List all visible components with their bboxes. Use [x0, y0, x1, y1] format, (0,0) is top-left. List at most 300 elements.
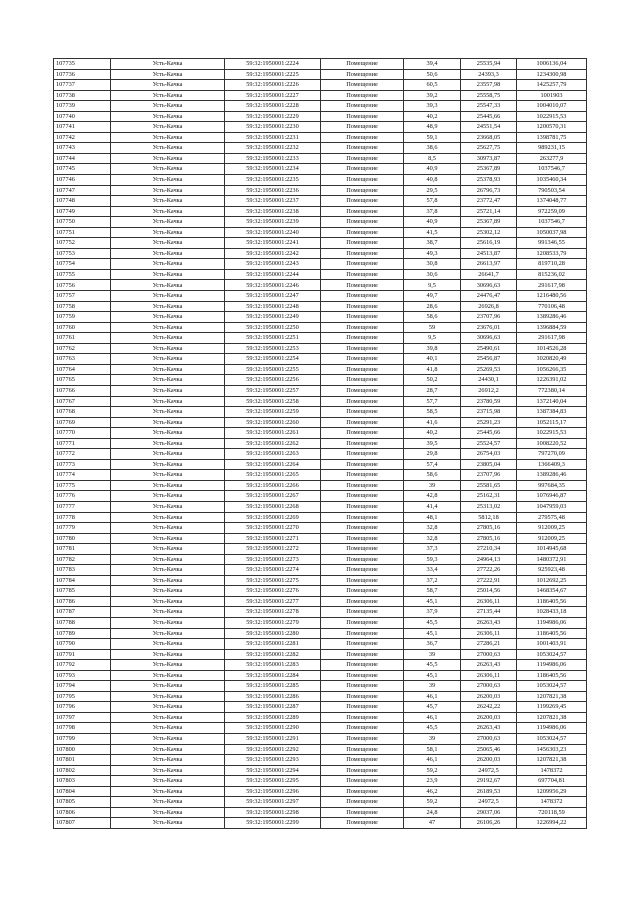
area-cell: 39,2 [404, 90, 461, 101]
table-row [54, 765, 587, 776]
locality-cell: Усть-Качка [111, 565, 225, 576]
table-row [54, 449, 587, 460]
object-type-cell: Помещение [321, 227, 404, 238]
table-row [54, 90, 587, 101]
cadastral-value-cell: 1053024,57 [517, 681, 587, 692]
specific-value-cell: 25524,57 [461, 438, 517, 449]
table-row [54, 544, 587, 555]
cadastral-value-cell: 291617,98 [517, 280, 587, 291]
area-cell: 9,5 [404, 280, 461, 291]
area-cell: 49,7 [404, 291, 461, 302]
object-type-cell: Помещение [321, 59, 404, 70]
specific-value-cell: 25313,02 [461, 501, 517, 512]
locality-cell: Усть-Качка [111, 153, 225, 164]
area-cell: 45,1 [404, 596, 461, 607]
record-number-cell: 107802 [54, 765, 111, 776]
cadastral-value-cell: 1478372 [517, 797, 587, 808]
object-type-cell: Помещение [321, 396, 404, 407]
specific-value-cell: 27805,16 [461, 523, 517, 534]
record-number-cell: 107739 [54, 101, 111, 112]
specific-value-cell: 27222,91 [461, 575, 517, 586]
record-number-cell: 107785 [54, 586, 111, 597]
cadastral-number-cell: 59:32:1950001:2262 [225, 438, 321, 449]
object-type-cell: Помещение [321, 196, 404, 207]
table-row [54, 565, 587, 576]
locality-cell: Усть-Качка [111, 69, 225, 80]
specific-value-cell: 25367,89 [461, 164, 517, 175]
specific-value-cell: 24513,87 [461, 248, 517, 259]
table-row [54, 164, 587, 175]
record-number-cell: 107757 [54, 291, 111, 302]
specific-value-cell: 26263,43 [461, 617, 517, 628]
area-cell: 41,8 [404, 364, 461, 375]
cadastral-value-cell: 1456303,23 [517, 744, 587, 755]
object-type-cell: Помещение [321, 248, 404, 259]
locality-cell: Усть-Качка [111, 312, 225, 323]
specific-value-cell: 23805,04 [461, 459, 517, 470]
area-cell: 58,6 [404, 470, 461, 481]
specific-value-cell: 26754,03 [461, 449, 517, 460]
cadastral-number-cell: 59:32:1950001:2259 [225, 407, 321, 418]
cadastral-value-cell: 1194986,06 [517, 617, 587, 628]
object-type-cell: Помещение [321, 111, 404, 122]
area-cell: 46,1 [404, 755, 461, 766]
specific-value-cell: 25558,75 [461, 90, 517, 101]
record-number-cell: 107772 [54, 449, 111, 460]
cadastral-value-cell: 1366409,3 [517, 459, 587, 470]
cadastral-number-cell: 59:32:1950001:2269 [225, 512, 321, 523]
area-cell: 59,2 [404, 797, 461, 808]
cadastral-number-cell: 59:32:1950001:2237 [225, 196, 321, 207]
cadastral-number-cell: 59:32:1950001:2296 [225, 786, 321, 797]
locality-cell: Усть-Качка [111, 512, 225, 523]
table-row [54, 617, 587, 628]
locality-cell: Усть-Качка [111, 491, 225, 502]
area-cell: 45,5 [404, 723, 461, 734]
record-number-cell: 107777 [54, 501, 111, 512]
record-number-cell: 107795 [54, 691, 111, 702]
table-row [54, 712, 587, 723]
record-number-cell: 107738 [54, 90, 111, 101]
locality-cell: Усть-Качка [111, 206, 225, 217]
cadastral-value-cell: 1396884,59 [517, 322, 587, 333]
cadastral-value-cell: 912009,25 [517, 533, 587, 544]
record-number-cell: 107794 [54, 681, 111, 692]
area-cell: 37,8 [404, 206, 461, 217]
table-row [54, 776, 587, 787]
cadastral-value-cell: 1020820,49 [517, 354, 587, 365]
record-number-cell: 107778 [54, 512, 111, 523]
table-row [54, 196, 587, 207]
record-number-cell: 107737 [54, 80, 111, 91]
area-cell: 58,6 [404, 312, 461, 323]
cadastral-value-cell: 1053024,57 [517, 734, 587, 745]
specific-value-cell: 26306,11 [461, 628, 517, 639]
locality-cell: Усть-Качка [111, 259, 225, 270]
object-type-cell: Помещение [321, 755, 404, 766]
locality-cell: Усть-Качка [111, 417, 225, 428]
cadastral-number-cell: 59:32:1950001:2253 [225, 343, 321, 354]
cadastral-number-cell: 59:32:1950001:2272 [225, 544, 321, 555]
locality-cell: Усть-Качка [111, 660, 225, 671]
record-number-cell: 107762 [54, 343, 111, 354]
area-cell: 40,8 [404, 175, 461, 186]
table-row [54, 69, 587, 80]
table-row [54, 691, 587, 702]
cadastral-value-cell: 697704,81 [517, 776, 587, 787]
cadastral-number-cell: 59:32:1950001:2249 [225, 312, 321, 323]
record-number-cell: 107763 [54, 354, 111, 365]
table-row [54, 301, 587, 312]
table-row [54, 649, 587, 660]
locality-cell: Усть-Качка [111, 185, 225, 196]
cadastral-value-cell: 1226391,02 [517, 375, 587, 386]
specific-value-cell: 25291,23 [461, 417, 517, 428]
area-cell: 58,7 [404, 586, 461, 597]
locality-cell: Усть-Качка [111, 122, 225, 133]
record-number-cell: 107776 [54, 491, 111, 502]
specific-value-cell: 26242,22 [461, 702, 517, 713]
table-row [54, 533, 587, 544]
specific-value-cell: 24430,1 [461, 375, 517, 386]
cadastral-number-cell: 59:32:1950001:2240 [225, 227, 321, 238]
record-number-cell: 107755 [54, 269, 111, 280]
specific-value-cell: 24964,13 [461, 554, 517, 565]
cadastral-number-cell: 59:32:1950001:2254 [225, 354, 321, 365]
cadastral-number-cell: 59:32:1950001:2263 [225, 449, 321, 460]
record-number-cell: 107766 [54, 385, 111, 396]
record-number-cell: 107781 [54, 544, 111, 555]
area-cell: 46,2 [404, 786, 461, 797]
specific-value-cell: 25378,93 [461, 175, 517, 186]
cadastral-value-cell: 1207821,38 [517, 755, 587, 766]
area-cell: 40,2 [404, 111, 461, 122]
cadastral-number-cell: 59:32:1950001:2261 [225, 428, 321, 439]
table-row [54, 501, 587, 512]
area-cell: 29,8 [404, 449, 461, 460]
object-type-cell: Помещение [321, 797, 404, 808]
record-number-cell: 107758 [54, 301, 111, 312]
cadastral-number-cell: 59:32:1950001:2239 [225, 217, 321, 228]
specific-value-cell: 26189,53 [461, 786, 517, 797]
cadastral-value-cell: 989231,15 [517, 143, 587, 154]
locality-cell: Усть-Качка [111, 691, 225, 702]
area-cell: 40,9 [404, 164, 461, 175]
table-row [54, 322, 587, 333]
specific-value-cell: 30696,63 [461, 333, 517, 344]
area-cell: 59,2 [404, 765, 461, 776]
cadastral-number-cell: 59:32:1950001:2242 [225, 248, 321, 259]
object-type-cell: Помещение [321, 301, 404, 312]
locality-cell: Усть-Качка [111, 438, 225, 449]
locality-cell: Усть-Качка [111, 217, 225, 228]
table-row [54, 101, 587, 112]
cadastral-value-cell: 1001903 [517, 90, 587, 101]
area-cell: 58,1 [404, 744, 461, 755]
specific-value-cell: 5812,18 [461, 512, 517, 523]
table-row [54, 333, 587, 344]
locality-cell: Усть-Качка [111, 375, 225, 386]
specific-value-cell: 25269,53 [461, 364, 517, 375]
locality-cell: Усть-Качка [111, 238, 225, 249]
cadastral-value-cell: 1480372,91 [517, 554, 587, 565]
table-row [54, 312, 587, 323]
cadastral-number-cell: 59:32:1950001:2228 [225, 101, 321, 112]
cadastral-number-cell: 59:32:1950001:2247 [225, 291, 321, 302]
cadastral-value-cell: 1014526,28 [517, 343, 587, 354]
object-type-cell: Помещение [321, 175, 404, 186]
cadastral-number-cell: 59:32:1950001:2298 [225, 807, 321, 818]
table-row [54, 59, 587, 70]
cadastral-value-cell: 1389286,46 [517, 312, 587, 323]
area-cell: 50,6 [404, 69, 461, 80]
cadastral-value-cell: 291617,98 [517, 333, 587, 344]
specific-value-cell: 27000,63 [461, 649, 517, 660]
area-cell: 29,5 [404, 185, 461, 196]
locality-cell: Усть-Качка [111, 639, 225, 650]
locality-cell: Усть-Качка [111, 607, 225, 618]
record-number-cell: 107773 [54, 459, 111, 470]
area-cell: 40,9 [404, 217, 461, 228]
table-row [54, 175, 587, 186]
object-type-cell: Помещение [321, 712, 404, 723]
cadastral-value-cell: 991346,55 [517, 238, 587, 249]
area-cell: 37,9 [404, 607, 461, 618]
cadastral-number-cell: 59:32:1950001:2281 [225, 639, 321, 650]
area-cell: 48,9 [404, 122, 461, 133]
cadastral-number-cell: 59:32:1950001:2256 [225, 375, 321, 386]
record-number-cell: 107751 [54, 227, 111, 238]
cadastral-value-cell: 1037546,7 [517, 164, 587, 175]
area-cell: 41,6 [404, 417, 461, 428]
locality-cell: Усть-Качка [111, 80, 225, 91]
cadastral-value-cell: 772380,14 [517, 385, 587, 396]
record-number-cell: 107804 [54, 786, 111, 797]
cadastral-number-cell: 59:32:1950001:2244 [225, 269, 321, 280]
cadastral-value-cell: 1037546,7 [517, 217, 587, 228]
area-cell: 57,8 [404, 196, 461, 207]
locality-cell: Усть-Качка [111, 480, 225, 491]
cadastral-value-cell: 1022915,53 [517, 428, 587, 439]
cadastral-number-cell: 59:32:1950001:2293 [225, 755, 321, 766]
cadastral-number-cell: 59:32:1950001:2295 [225, 776, 321, 787]
cadastral-number-cell: 59:32:1950001:2290 [225, 723, 321, 734]
object-type-cell: Помещение [321, 818, 404, 829]
locality-cell: Усть-Качка [111, 586, 225, 597]
object-type-cell: Помещение [321, 375, 404, 386]
locality-cell: Усть-Качка [111, 111, 225, 122]
locality-cell: Усть-Качка [111, 143, 225, 154]
table-row [54, 396, 587, 407]
record-number-cell: 107798 [54, 723, 111, 734]
area-cell: 30,8 [404, 259, 461, 270]
table-row [54, 153, 587, 164]
object-type-cell: Помещение [321, 691, 404, 702]
area-cell: 39,8 [404, 343, 461, 354]
specific-value-cell: 23668,05 [461, 132, 517, 143]
cadastral-value-cell: 720118,59 [517, 807, 587, 818]
record-number-cell: 107745 [54, 164, 111, 175]
object-type-cell: Помещение [321, 385, 404, 396]
object-type-cell: Помещение [321, 153, 404, 164]
locality-cell: Усть-Качка [111, 776, 225, 787]
area-cell: 28,7 [404, 385, 461, 396]
cadastral-number-cell: 59:32:1950001:2279 [225, 617, 321, 628]
cadastral-number-cell: 59:32:1950001:2286 [225, 691, 321, 702]
locality-cell: Усть-Качка [111, 723, 225, 734]
cadastral-number-cell: 59:32:1950001:2283 [225, 660, 321, 671]
cadastral-value-cell: 1372140,04 [517, 396, 587, 407]
cadastral-value-cell: 1207821,38 [517, 691, 587, 702]
specific-value-cell: 24393,3 [461, 69, 517, 80]
specific-value-cell: 27722,26 [461, 565, 517, 576]
specific-value-cell: 26106,26 [461, 818, 517, 829]
locality-cell: Усть-Качка [111, 322, 225, 333]
area-cell: 32,8 [404, 523, 461, 534]
area-cell: 39 [404, 649, 461, 660]
specific-value-cell: 25490,61 [461, 343, 517, 354]
specific-value-cell: 25721,14 [461, 206, 517, 217]
record-number-cell: 107769 [54, 417, 111, 428]
object-type-cell: Помещение [321, 333, 404, 344]
record-number-cell: 107743 [54, 143, 111, 154]
specific-value-cell: 23707,96 [461, 470, 517, 481]
locality-cell: Усть-Качка [111, 702, 225, 713]
cadastral-number-cell: 59:32:1950001:2265 [225, 470, 321, 481]
table-row [54, 259, 587, 270]
record-number-cell: 107783 [54, 565, 111, 576]
record-number-cell: 107788 [54, 617, 111, 628]
locality-cell: Усть-Качка [111, 301, 225, 312]
record-number-cell: 107768 [54, 407, 111, 418]
area-cell: 59 [404, 322, 461, 333]
locality-cell: Усть-Качка [111, 501, 225, 512]
cadastral-value-cell: 819710,28 [517, 259, 587, 270]
area-cell: 60,5 [404, 80, 461, 91]
cadastral-number-cell: 59:32:1950001:2270 [225, 523, 321, 534]
table-row [54, 206, 587, 217]
table-row [54, 132, 587, 143]
table-row [54, 111, 587, 122]
area-cell: 46,1 [404, 691, 461, 702]
object-type-cell: Помещение [321, 596, 404, 607]
cadastral-value-cell: 815236,02 [517, 269, 587, 280]
object-type-cell: Помещение [321, 354, 404, 365]
specific-value-cell: 26796,73 [461, 185, 517, 196]
cadastral-number-cell: 59:32:1950001:2255 [225, 364, 321, 375]
cadastral-value-cell: 1050037,98 [517, 227, 587, 238]
cadastral-value-cell: 1389286,46 [517, 470, 587, 481]
cadastral-value-cell: 1207821,38 [517, 712, 587, 723]
record-number-cell: 107775 [54, 480, 111, 491]
record-number-cell: 107789 [54, 628, 111, 639]
cadastral-value-cell: 1006136,04 [517, 59, 587, 70]
cadastral-value-cell: 1014945,68 [517, 544, 587, 555]
object-type-cell: Помещение [321, 291, 404, 302]
specific-value-cell: 27000,63 [461, 734, 517, 745]
record-number-cell: 107752 [54, 238, 111, 249]
specific-value-cell: 29192,67 [461, 776, 517, 787]
record-number-cell: 107806 [54, 807, 111, 818]
area-cell: 42,8 [404, 491, 461, 502]
table-row [54, 818, 587, 829]
specific-value-cell: 25627,75 [461, 143, 517, 154]
cadastral-value-cell: 1387384,83 [517, 407, 587, 418]
specific-value-cell: 27000,63 [461, 681, 517, 692]
locality-cell: Усть-Качка [111, 807, 225, 818]
cadastral-number-cell: 59:32:1950001:2241 [225, 238, 321, 249]
record-number-cell: 107756 [54, 280, 111, 291]
record-number-cell: 107792 [54, 660, 111, 671]
object-type-cell: Помещение [321, 554, 404, 565]
specific-value-cell: 27210,34 [461, 544, 517, 555]
specific-value-cell: 24972,5 [461, 765, 517, 776]
locality-cell: Усть-Качка [111, 59, 225, 70]
cadastral-number-cell: 59:32:1950001:2275 [225, 575, 321, 586]
locality-cell: Усть-Качка [111, 765, 225, 776]
table-row [54, 459, 587, 470]
area-cell: 59,1 [404, 132, 461, 143]
cadastral-table [53, 58, 587, 829]
specific-value-cell: 24476,47 [461, 291, 517, 302]
table-row [54, 354, 587, 365]
specific-value-cell: 30696,63 [461, 280, 517, 291]
table-row [54, 786, 587, 797]
object-type-cell: Помещение [321, 649, 404, 660]
area-cell: 45,1 [404, 670, 461, 681]
cadastral-number-cell: 59:32:1950001:2271 [225, 533, 321, 544]
area-cell: 39,4 [404, 59, 461, 70]
table-row [54, 185, 587, 196]
cadastral-value-cell: 1028433,18 [517, 607, 587, 618]
cadastral-value-cell: 1398781,75 [517, 132, 587, 143]
cadastral-value-cell: 1374048,77 [517, 196, 587, 207]
cadastral-number-cell: 59:32:1950001:2294 [225, 765, 321, 776]
record-number-cell: 107779 [54, 523, 111, 534]
object-type-cell: Помещение [321, 575, 404, 586]
table-row [54, 523, 587, 534]
specific-value-cell: 26200,03 [461, 755, 517, 766]
cadastral-value-cell: 1478372 [517, 765, 587, 776]
cadastral-value-cell: 1234300,98 [517, 69, 587, 80]
cadastral-number-cell: 59:32:1950001:2284 [225, 670, 321, 681]
cadastral-value-cell: 1186405,56 [517, 670, 587, 681]
table-row [54, 238, 587, 249]
cadastral-value-cell: 1012692,25 [517, 575, 587, 586]
locality-cell: Усть-Качка [111, 681, 225, 692]
cadastral-number-cell: 59:32:1950001:2260 [225, 417, 321, 428]
locality-cell: Усть-Качка [111, 617, 225, 628]
record-number-cell: 107807 [54, 818, 111, 829]
table-row [54, 280, 587, 291]
cadastral-number-cell: 59:32:1950001:2273 [225, 554, 321, 565]
object-type-cell: Помещение [321, 343, 404, 354]
record-number-cell: 107761 [54, 333, 111, 344]
cadastral-value-cell: 279575,48 [517, 512, 587, 523]
area-cell: 28,6 [404, 301, 461, 312]
record-number-cell: 107771 [54, 438, 111, 449]
locality-cell: Усть-Качка [111, 175, 225, 186]
locality-cell: Усть-Качка [111, 280, 225, 291]
specific-value-cell: 23772,47 [461, 196, 517, 207]
area-cell: 33,4 [404, 565, 461, 576]
record-number-cell: 107764 [54, 364, 111, 375]
locality-cell: Усть-Качка [111, 628, 225, 639]
specific-value-cell: 25456,87 [461, 354, 517, 365]
record-number-cell: 107750 [54, 217, 111, 228]
area-cell: 39,5 [404, 438, 461, 449]
locality-cell: Усть-Качка [111, 333, 225, 344]
